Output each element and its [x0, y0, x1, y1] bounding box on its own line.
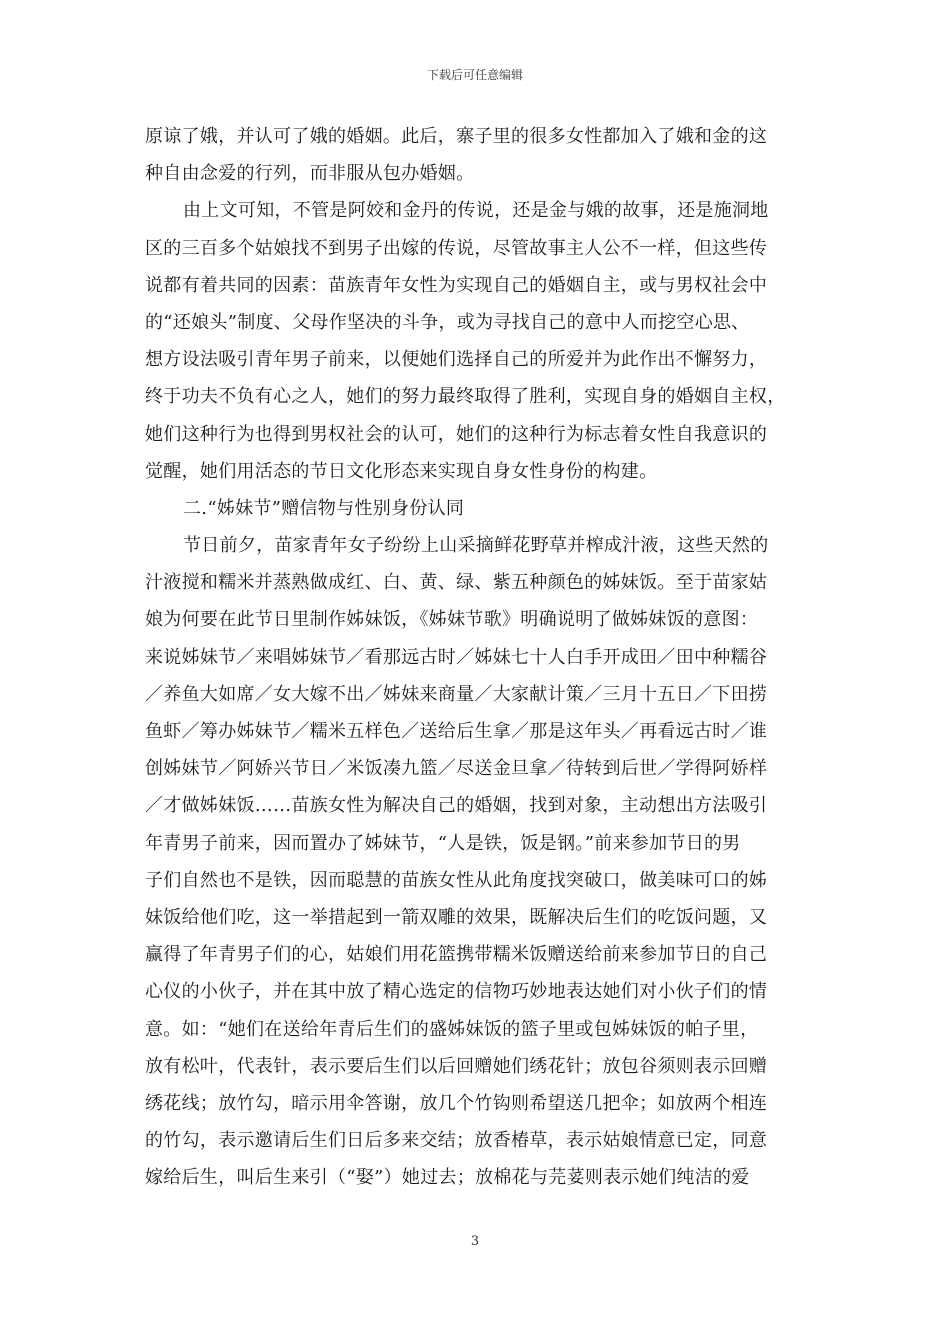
text-line: 娘为何要在此节日里制作姊妹饭，《姊妹节歌》明确说明了做姊妹饭的意图： [145, 609, 759, 631]
text-line: 的“还娘头”制度、父母作坚决的斗争，或为寻找自己的意中人而挖空心思、 [145, 311, 750, 333]
text-line: 种自由念爱的行列，而非服从包办婚姻。 [145, 163, 475, 185]
text-line: 放有松叶，代表针，表示要后生们以后回赠她们绣花针；放包谷须则表示回赠 [145, 1055, 768, 1077]
text-line: 嫁给后生，叫后生来引（“娶”）她过去；放棉花与芫荽则表示她们纯洁的爱 [145, 1167, 750, 1189]
text-line: 妹饭给他们吃，这一举措起到一箭双雕的效果，既解决后生们的吃饭问题，又 [145, 906, 768, 928]
text-line: 心仪的小伙子，并在其中放了精心选定的信物巧妙地表达她们对小伙子们的情 [145, 981, 768, 1003]
text-line: 二.“姊妹节”赠信物与性别身份认同 [183, 497, 465, 519]
text-line: 创姊妹节／阿娇兴节日／米饭凑九篮／尽送金旦拿／待转到后世／学得阿娇样 [145, 758, 768, 780]
page-number: 3 [470, 1234, 480, 1249]
text-line: 想方设法吸引青年男子前来，以便她们选择自己的所爱并为此作出不懈努力， [145, 349, 768, 371]
text-line: 说都有着共同的因素：苗族青年女性为实现自己的婚姻自主，或与男权社会中 [145, 274, 768, 296]
text-line: 汁液搅和糯米并蒸熟做成红、白、黄、绿、紫五种颜色的姊妹饭。至于苗家姑 [145, 572, 768, 594]
text-line: 子们自然也不是铁，因而聪慧的苗族女性从此角度找突破口，做美味可口的姊 [145, 869, 768, 891]
text-line: 年青男子前来，因而置办了姊妹节，“人是铁，饭是钢。”前来参加节日的男 [145, 832, 741, 854]
text-line: 终于功夫不负有心之人，她们的努力最终取得了胜利，实现自身的婚姻自主权， [145, 386, 786, 408]
text-line: 的竹勾，表示邀请后生们日后多来交结；放香椿草，表示姑娘情意已定，同意 [145, 1130, 768, 1152]
text-line: 鱼虾／筹办姊妹节／糯米五样色／送给后生拿／那是这年头／再看远古时／谁 [145, 721, 768, 742]
text-line: 她们这种行为也得到男权社会的认可，她们的这种行为标志着女性自我意识的 [145, 423, 768, 445]
text-line: 赢得了年青男子们的心，姑娘们用花篮携带糯米饭赠送给前来参加节日的自己 [145, 944, 768, 966]
text-line: 区的三百多个姑娘找不到男子出嫁的传说，尽管故事主人公不一样，但这些传 [145, 237, 768, 259]
text-line: 原谅了娥，并认可了娥的婚姻。此后，寨子里的很多女性都加入了娥和金的这 [145, 126, 768, 147]
text-line: 节日前夕，苗家青年女子纷纷上山采摘鲜花野草并榨成汁液，这些天然的 [183, 535, 769, 557]
document-body [145, 118, 807, 1196]
text-line: 觉醒，她们用活态的节日文化形态来实现自身女性身份的构建。 [145, 460, 658, 482]
page-header: 下载后可任意编辑 [426, 68, 523, 82]
text-line: 绣花线；放竹勾，暗示用伞答谢，放几个竹钩则希望送几把伞；如放两个相连 [145, 1092, 768, 1114]
text-line: 来说姊妹节／来唱姊妹节／看那远古时／姊妹七十人白手开成田／田中种糯谷 [145, 646, 768, 668]
text-line: ／才做姊妹饭……苗族女性为解决自己的婚姻，找到对象，主动想出方法吸引 [145, 795, 768, 817]
text-line: 意。如：“她们在送给年青后生们的盛姊妹饭的篮子里或包姊妹饭的帕子里， [145, 1018, 759, 1040]
text-line: ／养鱼大如席／女大嫁不出／姊妹来商量／大家献计策／三月十五日／下田捞 [145, 683, 768, 705]
text-line: 由上文可知，不管是阿姣和金丹的传说，还是金与娥的故事，还是施洞地 [183, 200, 769, 222]
